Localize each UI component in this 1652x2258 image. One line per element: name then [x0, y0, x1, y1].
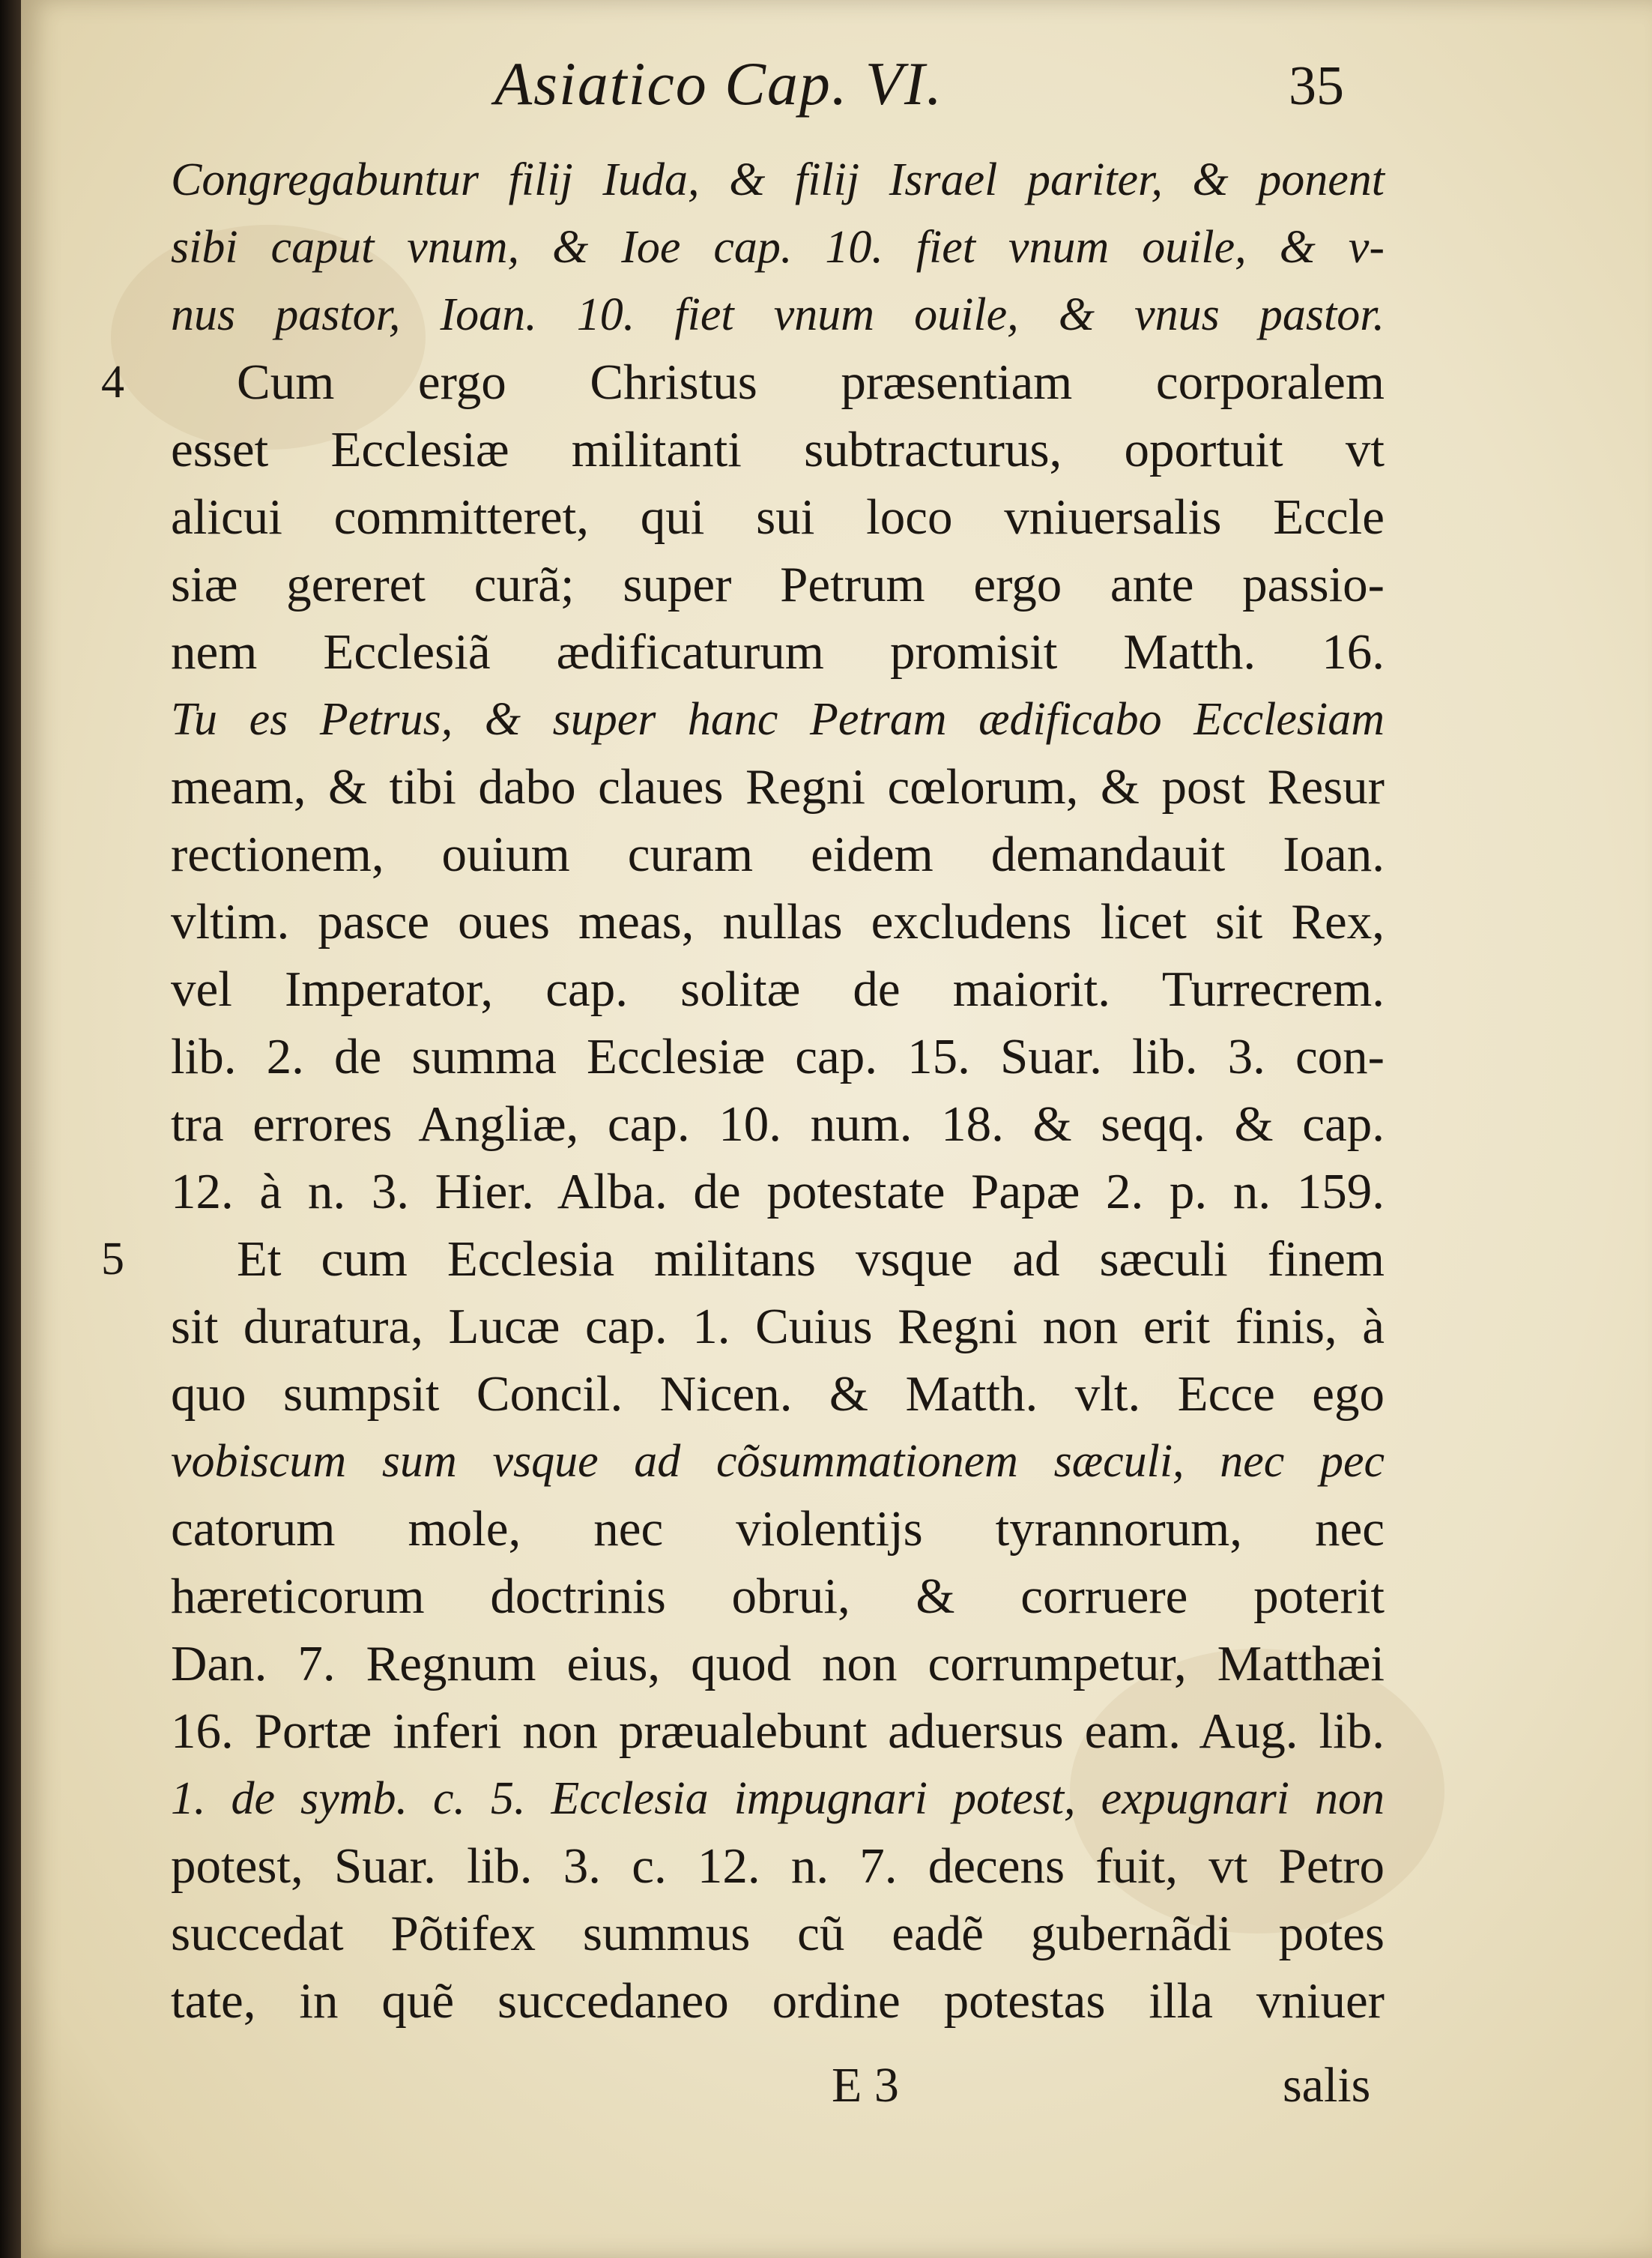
text-line: Tu es Petrus, & super hanc Petram ædificabo Ecclesiam — [171, 694, 1385, 745]
text-line: meam, & tibi dabo claues Regni cœlorum, & post Resur — [171, 759, 1385, 815]
text-line: Cum ergo Christus præsentiam corporalem — [237, 354, 1385, 410]
running-head: Asiatico Cap. VI. — [494, 49, 943, 118]
text-line: quo sumpsit Concil. Nicen. & Matth. vlt. Ecce ego — [171, 1366, 1385, 1422]
text-line: tra errores Angliæ, cap. 10. num. 18. & seqq. & cap. — [171, 1096, 1385, 1152]
text-line: vobiscum sum vsque ad cõsummationem sæculi, nec pec — [171, 1436, 1385, 1487]
text-line: lib. 2. de summa Ecclesiæ cap. 15. Suar. lib. 3. con- — [171, 1029, 1385, 1084]
text-line: Dan. 7. Regnum eius, quod non corrumpetur, Matthæi — [171, 1636, 1385, 1691]
text-line: nus pastor, Ioan. 10. fiet vnum ouile, & vnus pastor. — [171, 289, 1385, 340]
marginal-number: 5 — [101, 1234, 124, 1285]
page-header — [0, 41, 1652, 131]
text-line: Et cum Ecclesia militans vsque ad sæculi finem — [237, 1231, 1385, 1287]
text-line: 16. Portæ inferi non præualebunt aduersus eam. Aug. lib. — [171, 1703, 1385, 1759]
text-line: sibi caput vnum, & Ioe cap. 10. fiet vnum ouile, & v- — [171, 222, 1385, 273]
text-line: esset Ecclesiæ militanti subtracturus, oportuit vt — [171, 422, 1385, 477]
text-line: tate, in quẽ succedaneo ordine potestas illa vniuer — [171, 1973, 1385, 2029]
page-footer — [0, 2050, 1652, 2132]
marginal-number: 4 — [101, 357, 124, 408]
text-line: Congregabuntur filij Iuda, & filij Israel pariter, & ponent — [171, 154, 1385, 205]
text-line: hæreticorum doctrinis obrui, & corruere poterit — [171, 1569, 1385, 1624]
signature-mark: E 3 — [832, 2058, 899, 2113]
page-number: 35 — [1289, 55, 1344, 117]
book-spine-shadow — [0, 0, 21, 2258]
text-line: catorum mole, nec violentijs tyrannorum, nec — [171, 1501, 1385, 1557]
text-line: vel Imperator, cap. solitæ de maiorit. Turrecrem. — [171, 962, 1385, 1017]
text-line: nem Ecclesiã ædificaturum promisit Matth. 16. — [171, 624, 1385, 680]
text-line: rectionem, ouium curam eidem demandauit Ioan. — [171, 827, 1385, 882]
text-line: sit duratura, Lucæ cap. 1. Cuius Regni non erit finis, à — [171, 1299, 1385, 1354]
text-line: 12. à n. 3. Hier. Alba. de potestate Papæ 2. p. n. 159. — [171, 1164, 1385, 1219]
text-line: siæ gereret curã; super Petrum ergo ante passio- — [171, 557, 1385, 612]
catchword: salis — [1283, 2058, 1371, 2113]
text-line: 1. de symb. c. 5. Ecclesia impugnari potest, expugnari non — [171, 1773, 1385, 1824]
text-line: potest, Suar. lib. 3. c. 12. n. 7. decens fuit, vt Petro — [171, 1838, 1385, 1894]
text-line: alicui committeret, qui sui loco vniuersalis Eccle — [171, 489, 1385, 545]
text-line: succedat Põtifex summus cũ eadẽ gubernãdi potes — [171, 1906, 1385, 1961]
text-line: vltim. pasce oues meas, nullas excludens licet sit Rex, — [171, 894, 1385, 950]
